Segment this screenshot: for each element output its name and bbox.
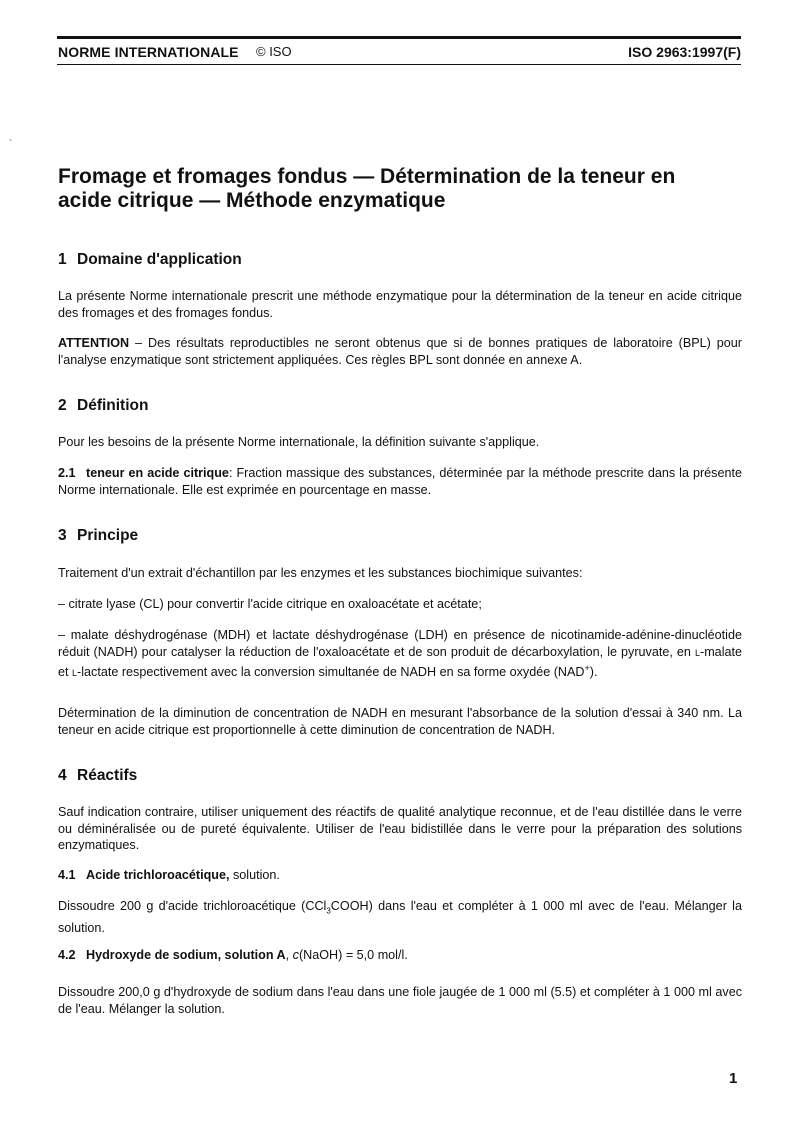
separator: , [285,948,293,962]
section-3-heading [58,527,138,545]
section-number: 3 [58,527,67,544]
section-number: 4 [58,767,67,784]
standard-type: NORME INTERNATIONALE [58,44,239,60]
text-part: Dissoudre 200 g d'acide trichloroacétique (CCl [58,899,327,913]
scope-paragraph: La présente Norme internationale prescrit une méthode enzymatique pour la détermination de la teneur en acide citrique des fromages et des fromages fondus. [58,289,742,320]
definition-2-1 [58,465,742,498]
standard-reference: ISO 2963:1997(F) [628,44,741,60]
reagent-name: Hydroxyde de sodium, solution A [86,948,286,962]
copyright-notice: © ISO [256,44,292,59]
small-caps-l: l [694,644,700,659]
subscript-3: 3 [326,906,331,916]
attention-paragraph [58,335,742,368]
small-caps-l: l [72,665,78,680]
title-line-2: acide citrique — Méthode enzymatique [58,189,446,212]
document-title [58,165,742,213]
section-2-heading [58,397,148,415]
defined-term: teneur en acide citrique [86,466,229,480]
attention-text: – Des résultats reproductibles ne seront obtenus que si de bonnes pratiques de laboratoire (BPL) pour l'analyse enzymatique sont strictement appliquées. Ces règles BPL sont donnée en annexe A. [58,336,742,367]
section-title: Définition [77,397,149,414]
section-title: Domaine d'application [77,251,242,268]
item-text: ). [589,665,598,680]
text-part: COOH) dans l'eau et compléter à 1 000 ml avec de l'eau. Mélanger la solution. [58,899,742,936]
definition-intro: Pour les besoins de la présente Norme internationale, la définition suivante s'applique. [58,435,540,449]
reagent-name: Acide trichloroacétique, [86,868,230,882]
subclause-number: 4.1 [58,868,76,882]
principle-item-2 [58,627,742,681]
reagents-paragraph: Sauf indication contraire, utiliser uniquement des réactifs de qualité analytique reconnue, et de l'eau distillée dans le verre ou déminéralisée ou de pureté équivalente. Utiliser de l'eau bidistillée dans le verre pour la préparation des solutions enzymatiques. [58,805,742,852]
concentration-value: (NaOH) = 5,0 mol/l. [298,948,408,962]
section-title: Réactifs [77,767,138,784]
header-rule-bottom [57,64,741,65]
running-header [58,44,741,62]
subclause-4-2-heading [58,947,742,964]
item-text: -malate et [58,644,742,680]
section-title: Principe [77,527,139,544]
definition-text: : Fraction massique des substances, déterminée par la méthode prescrite dans la présente Norme internationale. Elle est exprimée en pourcentage en masse. [58,466,742,497]
principle-intro: Traitement d'un extrait d'échantillon par les enzymes et les substances biochimique suivantes: [58,566,583,580]
title-line-1: Fromage et fromages fondus — Détermination de la teneur en [58,165,676,188]
superscript-plus: + [584,663,590,673]
item-text: – malate déshydrogénase (MDH) et lactate déshydrogénase (LDH) en présence de nicotinamide-adénine-dinucléotide réduit (NADH) pour catalyser la réduction de l'oxaloacétate et de son produit de décarboxylation, le pyruvate, en [58,628,742,659]
subclause-4-1-heading [58,867,742,884]
page-number: 1 [729,1070,738,1087]
principle-paragraph: Détermination de la diminution de concentration de NADH en mesurant l'absorbance de la solution d'essai à 340 nm. La teneur en acide citrique est proportionnelle à cette diminution de concentration de NADH. [58,706,742,737]
subclause-4-1-text [58,898,742,937]
concentration-symbol: c [292,948,299,962]
reagent-form: solution. [229,868,280,882]
subclause-number: 4.2 [58,948,76,962]
header-rule-top [57,36,741,39]
section-1-heading [58,251,242,269]
principle-item-1: – citrate lyase (CL) pour convertir l'acide citrique en oxaloacétate et acétate; [58,597,482,611]
subclause-number: 2.1 [58,466,76,480]
attention-label: ATTENTION [58,336,130,350]
section-number: 2 [58,397,67,414]
subclause-4-2-text: Dissoudre 200,0 g d'hydroxyde de sodium dans l'eau dans une fiole jaugée de 1 000 ml (5.5) et compléter à 1 000 ml avec de l'eau. Mélanger la solution. [58,985,742,1016]
item-text: -lactate respectivement avec la conversion simultanée de NADH en sa forme oxydée (NAD [77,665,585,680]
section-4-heading [58,767,137,785]
section-number: 1 [58,251,67,268]
scan-mark: ` [9,139,13,150]
